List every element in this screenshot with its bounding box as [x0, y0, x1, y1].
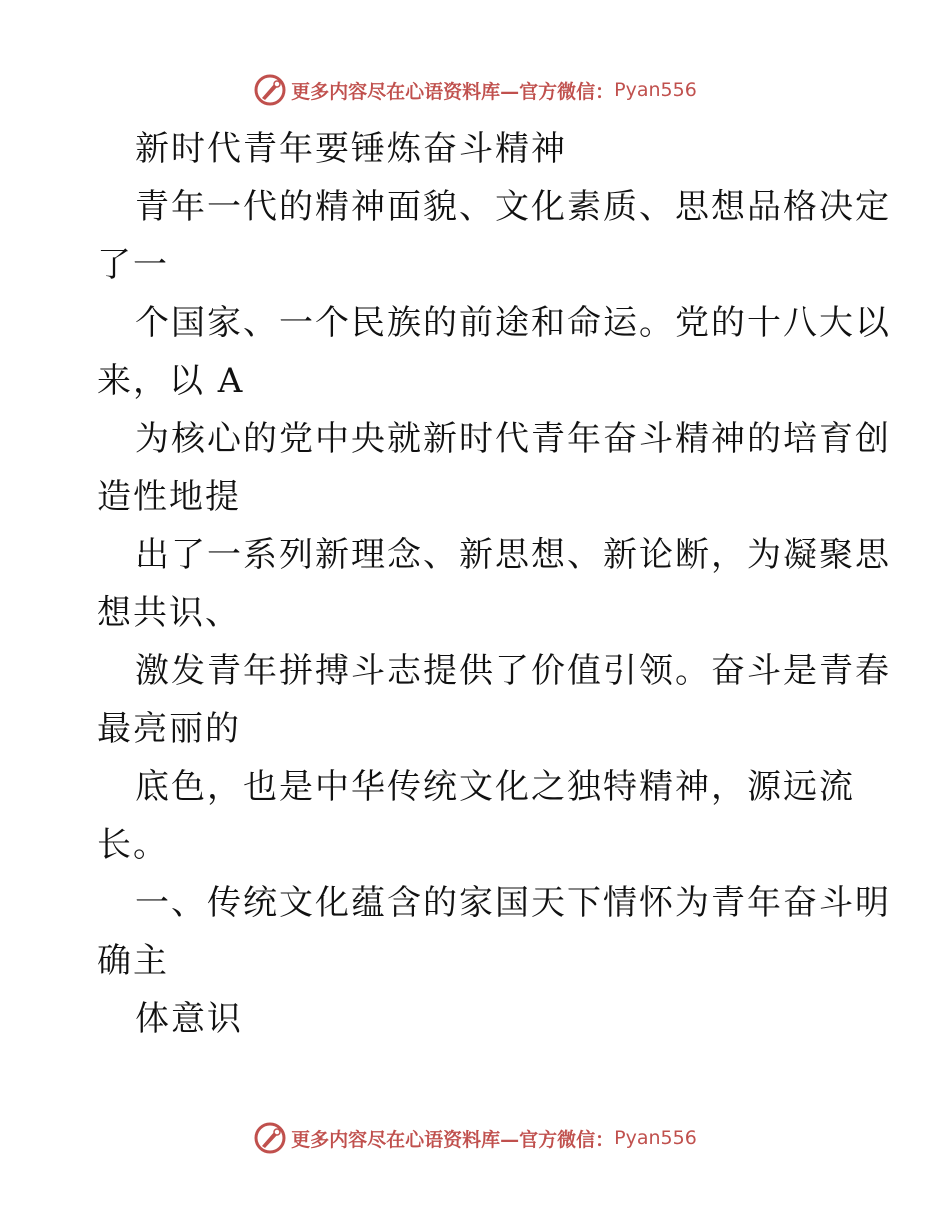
text-line: 造性地提 — [97, 477, 241, 517]
pen-logo-icon — [253, 1121, 287, 1155]
text-line: 青年一代的精神面貌、文化素质、思想品格决定 — [135, 187, 891, 227]
banner-text: 更多内容尽在心语资料库—官方微信： — [291, 1128, 615, 1151]
text-line: 想共识、 — [97, 593, 241, 633]
text-line: 了一 — [97, 245, 169, 285]
text-line: 为核心的党中央就新时代青年奋斗精神的培育创 — [135, 419, 891, 459]
text-line: 出了一系列新理念、新思想、新论断，为凝聚思 — [135, 535, 891, 575]
text-line: 来，以 A — [97, 361, 245, 401]
footer-banner — [0, 1118, 950, 1158]
text-line: 一、传统文化蕴含的家国天下情怀为青年奋斗明 — [135, 883, 891, 923]
banner-wechat-id: Pyan556 — [614, 79, 697, 101]
text-line: 激发青年拼搏斗志提供了价值引领。奋斗是青春 — [135, 651, 891, 691]
text-line: 新时代青年要锤炼奋斗精神 — [135, 129, 567, 169]
text-line: 确主 — [97, 941, 169, 981]
text-line: 长。 — [97, 825, 169, 865]
banner-text: 更多内容尽在心语资料库—官方微信： — [291, 80, 615, 103]
text-line: 体意识 — [135, 999, 243, 1039]
pen-logo-icon — [253, 73, 287, 107]
header-banner — [0, 70, 950, 110]
text-line: 底色，也是中华传统文化之独特精神，源远流 — [135, 767, 855, 807]
text-line: 最亮丽的 — [97, 709, 241, 749]
banner-wechat-id: Pyan556 — [614, 1127, 697, 1149]
text-line: 个国家、一个民族的前途和命运。党的十八大以 — [135, 303, 891, 343]
